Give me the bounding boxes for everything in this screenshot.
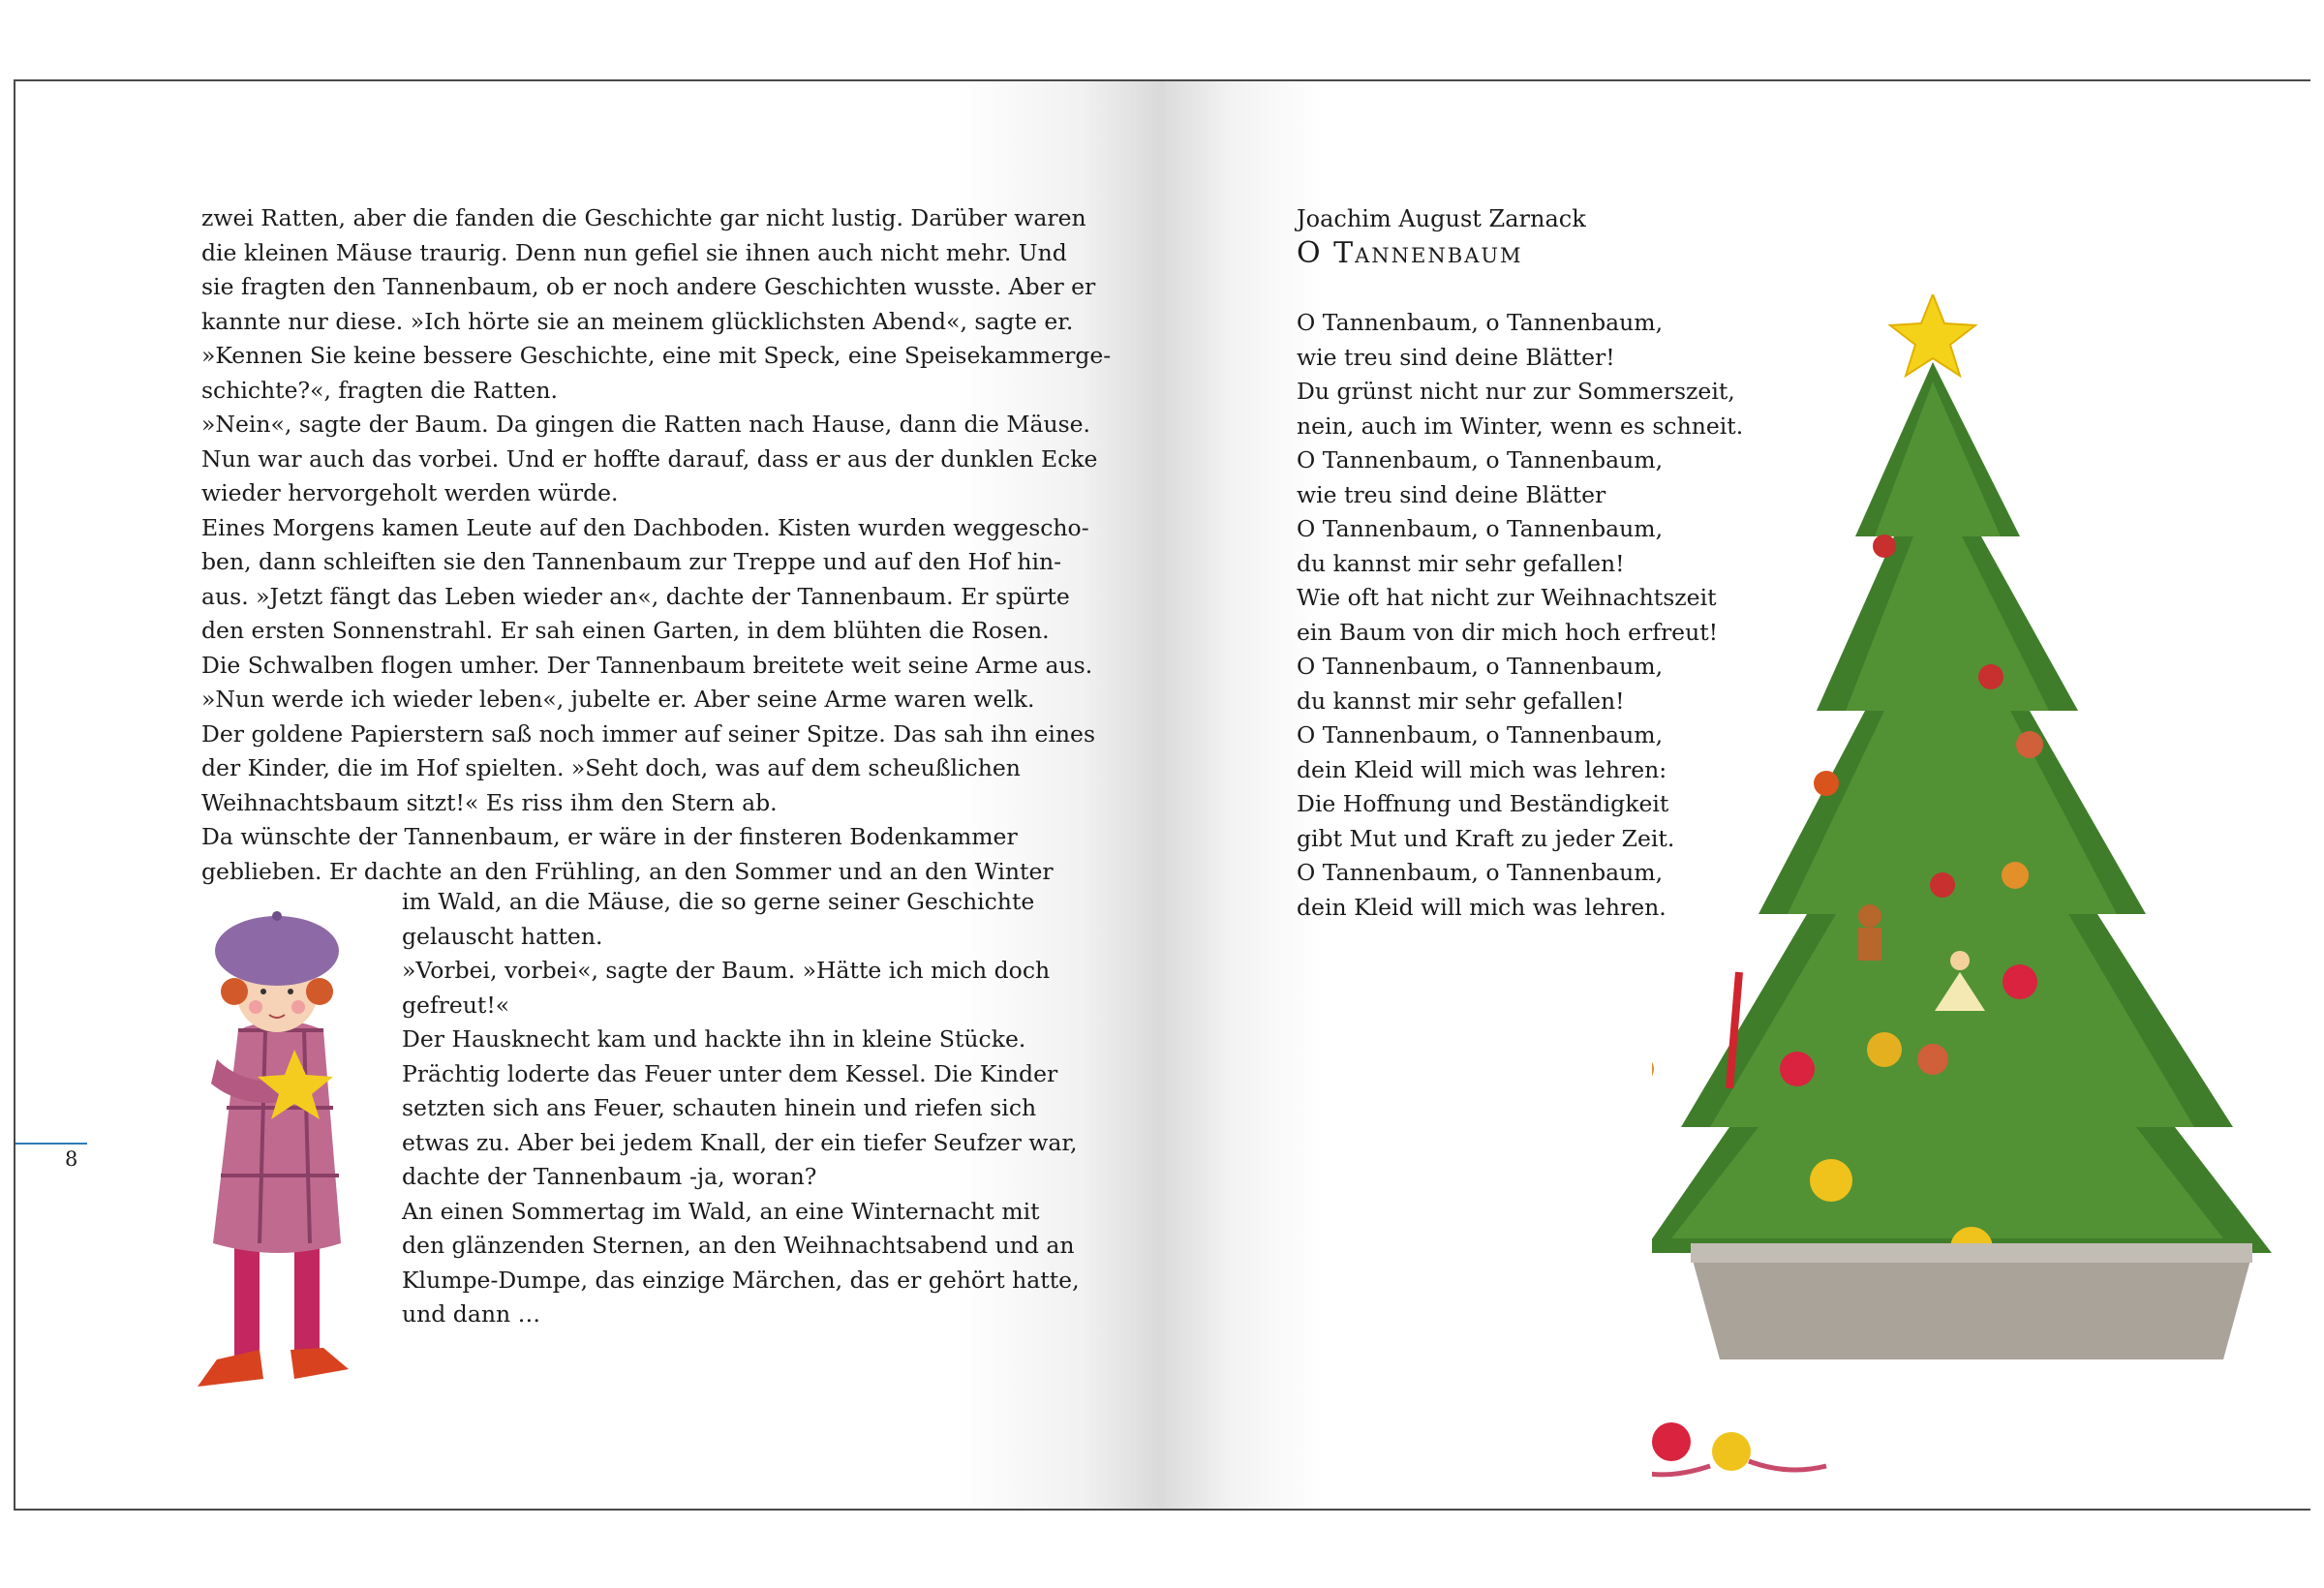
poem-line: O Tannenbaum, o Tannenbaum, [1297,446,1664,473]
story-line: »Nein«, sagte der Baum. Da gingen die Ratten nach Hause, dann die Mäuse. [201,411,1091,438]
story-line: kannte nur diese. »Ich hörte sie an meinem glücklichsten Abend«, sagte er. [201,307,1074,335]
story-indented-line: dachte der Tannenbaum -ja, woran? [402,1163,817,1190]
story-indented-line: und dann … [402,1300,541,1328]
poem-line: Wie oft hat nicht zur Weihnachtszeit [1297,584,1717,611]
story-line: den ersten Sonnenstrahl. Er sah einen Garten, in dem blühten die Rosen. [201,617,1050,644]
poem-line: du kannst mir sehr gefallen! [1297,549,1625,577]
story-line: »Nun werde ich wieder leben«, jubelte er. Aber seine Arme waren welk. [201,686,1035,713]
story-line: aus. »Jetzt fängt das Leben wieder an«, dachte der Tannenbaum. Er spürte [201,582,1070,610]
poem-line: dein Kleid will mich was lehren: [1297,755,1667,783]
story-line: Da wünschte der Tannenbaum, er wäre in der finsteren Bodenkammer [201,823,1018,850]
poem-line: Du grünst nicht nur zur Sommerszeit, [1297,378,1735,405]
poem-line: O Tannenbaum, o Tannenbaum, [1297,515,1664,542]
story-line: wieder hervorgeholt werden würde. [201,479,619,506]
story-line: zwei Ratten, aber die fanden die Geschichte gar nicht lustig. Darüber waren [201,204,1086,231]
story-line: der Kinder, die im Hof spielten. »Seht doch, was auf dem scheußlichen [201,754,1021,781]
story-indented-line: Der Hausknecht kam und hackte ihn in kleine Stücke. [402,1025,1026,1053]
story-indented-line: gelauscht hatten. [402,922,603,950]
story-line: Weihnachtsbaum sitzt!« Es riss ihm den Stern ab. [201,788,778,816]
story-indented-line: Prächtig loderte das Feuer unter dem Kessel. Die Kinder [402,1059,1058,1087]
story-line: geblieben. Er dachte an den Frühling, an den Sommer und an den Winter [201,857,1054,885]
poem-line: Die Hoffnung und Beständigkeit [1297,790,1669,817]
story-line: Eines Morgens kamen Leute auf den Dachboden. Kisten wurden weggescho- [201,513,1089,541]
margin-rule [15,1143,87,1145]
story-text-indented [402,885,1080,1332]
story-indented-line: etwas zu. Aber bei jedem Knall, der ein tiefer Seufzer war, [402,1128,1078,1156]
story-line: Die Schwalben flogen umher. Der Tannenbaum breitete weit seine Arme aus. [201,651,1093,679]
story-indented-line: Klumpe-Dumpe, das einzige Märchen, das er gehört hatte, [402,1266,1080,1294]
story-line: schichte?«, fragten die Ratten. [201,376,558,404]
christmas-tree-illustration [1652,294,2291,1485]
story-line: Nun war auch das vorbei. Und er hoffte darauf, dass er aus der dunklen Ecke [201,444,1098,473]
poem-line: wie treu sind deine Blätter [1297,480,1606,508]
story-indented-line: setzten sich ans Feuer, schauten hinein und riefen sich [402,1094,1037,1121]
story-line: sie fragten den Tannenbaum, ob er noch andere Geschichten wusste. Aber er [201,273,1096,300]
story-line: ben, dann schleiften sie den Tannenbaum zur Treppe und auf den Hof hin- [201,548,1062,575]
poem-line: du kannst mir sehr gefallen! [1297,687,1625,715]
story-indented-line: im Wald, an die Mäuse, die so gerne seiner Geschichte [402,888,1035,915]
left-page [15,81,1164,1509]
poem-line: nein, auch im Winter, wenn es schneit. [1297,412,1744,440]
story-line: »Kennen Sie keine bessere Geschichte, eine mit Speck, eine Speisekammerge- [201,342,1112,369]
poem-line: ein Baum von dir mich hoch erfreut! [1297,618,1719,646]
page-number: 8 [65,1147,78,1171]
poem-line: wie treu sind deine Blätter! [1297,343,1615,371]
story-text-top [201,201,1111,889]
book-spread [14,79,2310,1511]
story-indented-line: den glänzenden Sternen, an den Weihnachtsabend und an [402,1232,1075,1259]
poem-line: O Tannenbaum, o Tannenbaum, [1297,859,1664,886]
poem-title: O Tannenbaum [1297,236,1523,270]
story-indented-line: »Vorbei, vorbei«, sagte der Baum. »Hätte ich mich doch [402,957,1051,984]
poem-line: O Tannenbaum, o Tannenbaum, [1297,721,1664,748]
story-line: die kleinen Mäuse traurig. Denn nun gefiel sie ihnen auch nicht mehr. Und [201,238,1067,266]
poem-line: gibt Mut und Kraft zu jeder Zeit. [1297,824,1675,852]
story-line: Der goldene Papierstern saß noch immer auf seiner Spitze. Das sah ihn eines [201,719,1096,748]
poem-line: O Tannenbaum, o Tannenbaum, [1297,653,1664,680]
story-indented-line: An einen Sommertag im Wald, an eine Winternacht mit [402,1197,1040,1225]
girl-with-star-illustration [178,895,382,1456]
story-indented-line: gefreut!« [402,991,510,1019]
poem-author: Joachim August Zarnack [1297,205,1586,232]
poem-line: dein Kleid will mich was lehren. [1297,893,1667,921]
poem-line: O Tannenbaum, o Tannenbaum, [1297,309,1664,336]
